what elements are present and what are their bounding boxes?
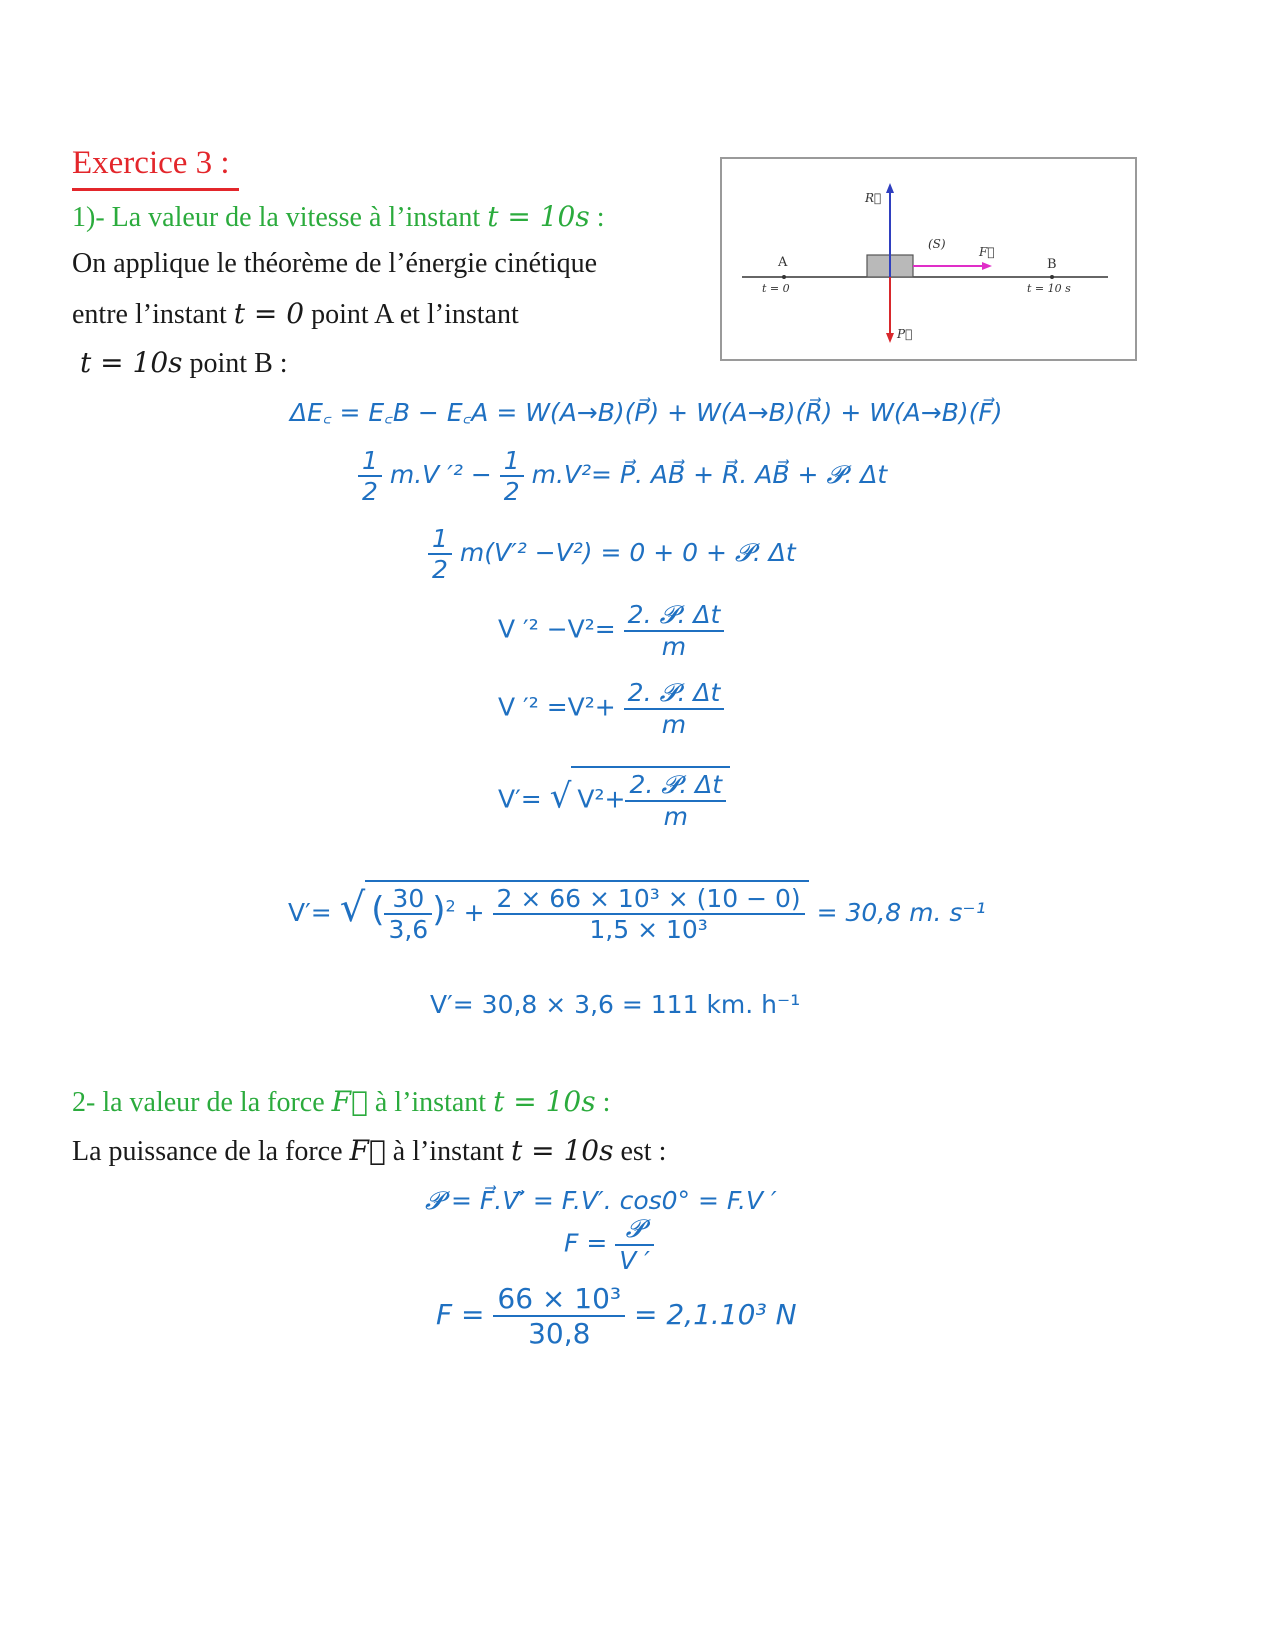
force-formula-lhs: F =: [564, 1228, 608, 1258]
equation-6-fraction: $\frac{\text{2. 𝓟. Δt}}{m}$: [625, 770, 726, 831]
force-result-rhs: = 2,1.10³ N: [634, 1298, 797, 1331]
equation-5: [498, 678, 724, 739]
question-1: [72, 200, 604, 234]
power-equation: 𝓟 = F⃗.V′⃗ = F.V′. cos0° = F.V ′: [425, 1186, 777, 1215]
equation-7: [288, 880, 986, 944]
paragraph-1-line-1: On applique le théorème de l’énergie cinétique: [72, 248, 598, 279]
point-B: [1050, 275, 1054, 279]
equation-2: [358, 446, 887, 506]
equation-7-fraction: $\frac{\text{2 × 66 × 10³ × (10 − 0)}}{\text{1,5 × 10³}}$: [493, 884, 805, 944]
p1-l2-text-a: entre l’instant: [72, 299, 227, 330]
equation-3: [428, 524, 796, 584]
label-R: R⃗: [865, 191, 882, 205]
point-A: [782, 275, 786, 279]
label-F: F⃗: [979, 245, 995, 259]
vector-R-head: [886, 183, 894, 193]
paragraph-1-line-3: [80, 346, 288, 380]
force-formula-fraction: $\frac{\text{𝓟}}{V '}$: [615, 1214, 654, 1275]
physics-diagram: [720, 157, 1137, 361]
equation-6-lhs: V′=: [498, 784, 542, 814]
equation-4: [498, 600, 724, 661]
label-P: P⃗: [897, 327, 913, 341]
p2-text-b: à l’instant: [392, 1136, 504, 1167]
half-fraction-1: $\frac{1}{2}$: [358, 446, 382, 506]
radical-sign-1: √: [549, 776, 572, 817]
question-2: [72, 1085, 610, 1119]
p2-text-c: est :: [620, 1136, 667, 1167]
label-B: B: [1047, 257, 1057, 272]
equation-7-radicand: ( $\frac{30}{3,6}$ )$^2$ + $\frac{\text{2 × 66 × 10³ × (10 − 0)}}{\text{1,5 × 10³}}$: [365, 880, 808, 944]
question-2-vector: F⃗: [331, 1085, 368, 1118]
p1-l3-math: t = 10s: [80, 346, 183, 379]
p1-l2-text-b: point A et l’instant: [311, 299, 519, 330]
force-result-fraction: $\frac{\text{66 × 10³}}{30,8}$: [493, 1282, 625, 1350]
title-underline: [72, 188, 239, 191]
p1-l3-text: point B :: [189, 348, 288, 379]
equation-7-power: 2: [445, 896, 456, 916]
half-fraction-2: $\frac{1}{2}$: [500, 446, 524, 506]
force-formula: [564, 1214, 654, 1275]
question-2-text-2: à l’instant: [374, 1087, 487, 1118]
equation-7-ratio: $\frac{30}{3,6}$: [384, 884, 432, 944]
equation-7-lhs: V′=: [288, 898, 332, 927]
half-fraction-3: $\frac{1}{2}$: [428, 524, 452, 584]
equation-4-lhs: V ′² −V²=: [498, 614, 616, 644]
exercise-title: Exercice 3 :: [72, 145, 230, 181]
question-1-text: 1)- La valeur de la vitesse à l’instant: [72, 202, 481, 233]
force-result: [436, 1282, 797, 1350]
vector-P-head: [886, 333, 894, 343]
equation-5-fraction: $\frac{\text{2. 𝓟. Δt}}{m}$: [624, 678, 725, 739]
equation-1: ΔE꜀ = E꜀B − E꜀A = W(A→B)(P⃗) + W(A→B)(R⃗) + W(A→B)(F⃗): [290, 398, 1003, 427]
equation-2-left: m.V ′² −: [389, 460, 500, 489]
label-A: A: [778, 255, 788, 270]
vector-F-head: [982, 262, 992, 270]
question-1-math: t = 10s: [487, 200, 590, 233]
equation-6: [498, 766, 730, 831]
equation-4-fraction: $\frac{\text{2. 𝓟. Δt}}{m}$: [624, 600, 725, 661]
question-2-math: t = 10s: [493, 1085, 596, 1118]
p2-text-a: La puissance de la force: [72, 1136, 343, 1167]
equation-5-lhs: V ′² =V²+: [498, 692, 616, 722]
label-t0: t = 0: [762, 282, 790, 295]
equation-3-body: m(V′² −V²) = 0 + 0 + 𝓟. Δt: [459, 538, 796, 567]
paragraph-2: [72, 1134, 666, 1168]
equation-2-mid: m.V²= P⃗. AB⃗ + R⃗. AB⃗ + 𝓟. Δt: [531, 460, 888, 489]
equation-6-radicand: V²+ $\frac{\text{2. 𝓟. Δt}}{m}$: [571, 766, 730, 831]
label-S: (S): [928, 237, 946, 251]
question-2-text: 2- la valeur de la force: [72, 1087, 325, 1118]
question-1-colon: :: [589, 202, 605, 233]
question-2-colon: :: [595, 1087, 611, 1118]
radical-sign-2: √: [339, 885, 366, 931]
paragraph-1-line-2: [72, 297, 519, 331]
label-t10: t = 10 s: [1027, 282, 1071, 295]
p2-math: t = 10s: [510, 1134, 614, 1167]
equation-7-result: = 30,8 m. s⁻¹: [816, 898, 986, 927]
p2-vector: F⃗: [349, 1134, 386, 1167]
p1-l2-math: t = 0: [233, 297, 305, 330]
force-result-lhs: F =: [436, 1298, 485, 1331]
equation-8: V′= 30,8 × 3,6 = 111 km. h⁻¹: [430, 990, 801, 1019]
